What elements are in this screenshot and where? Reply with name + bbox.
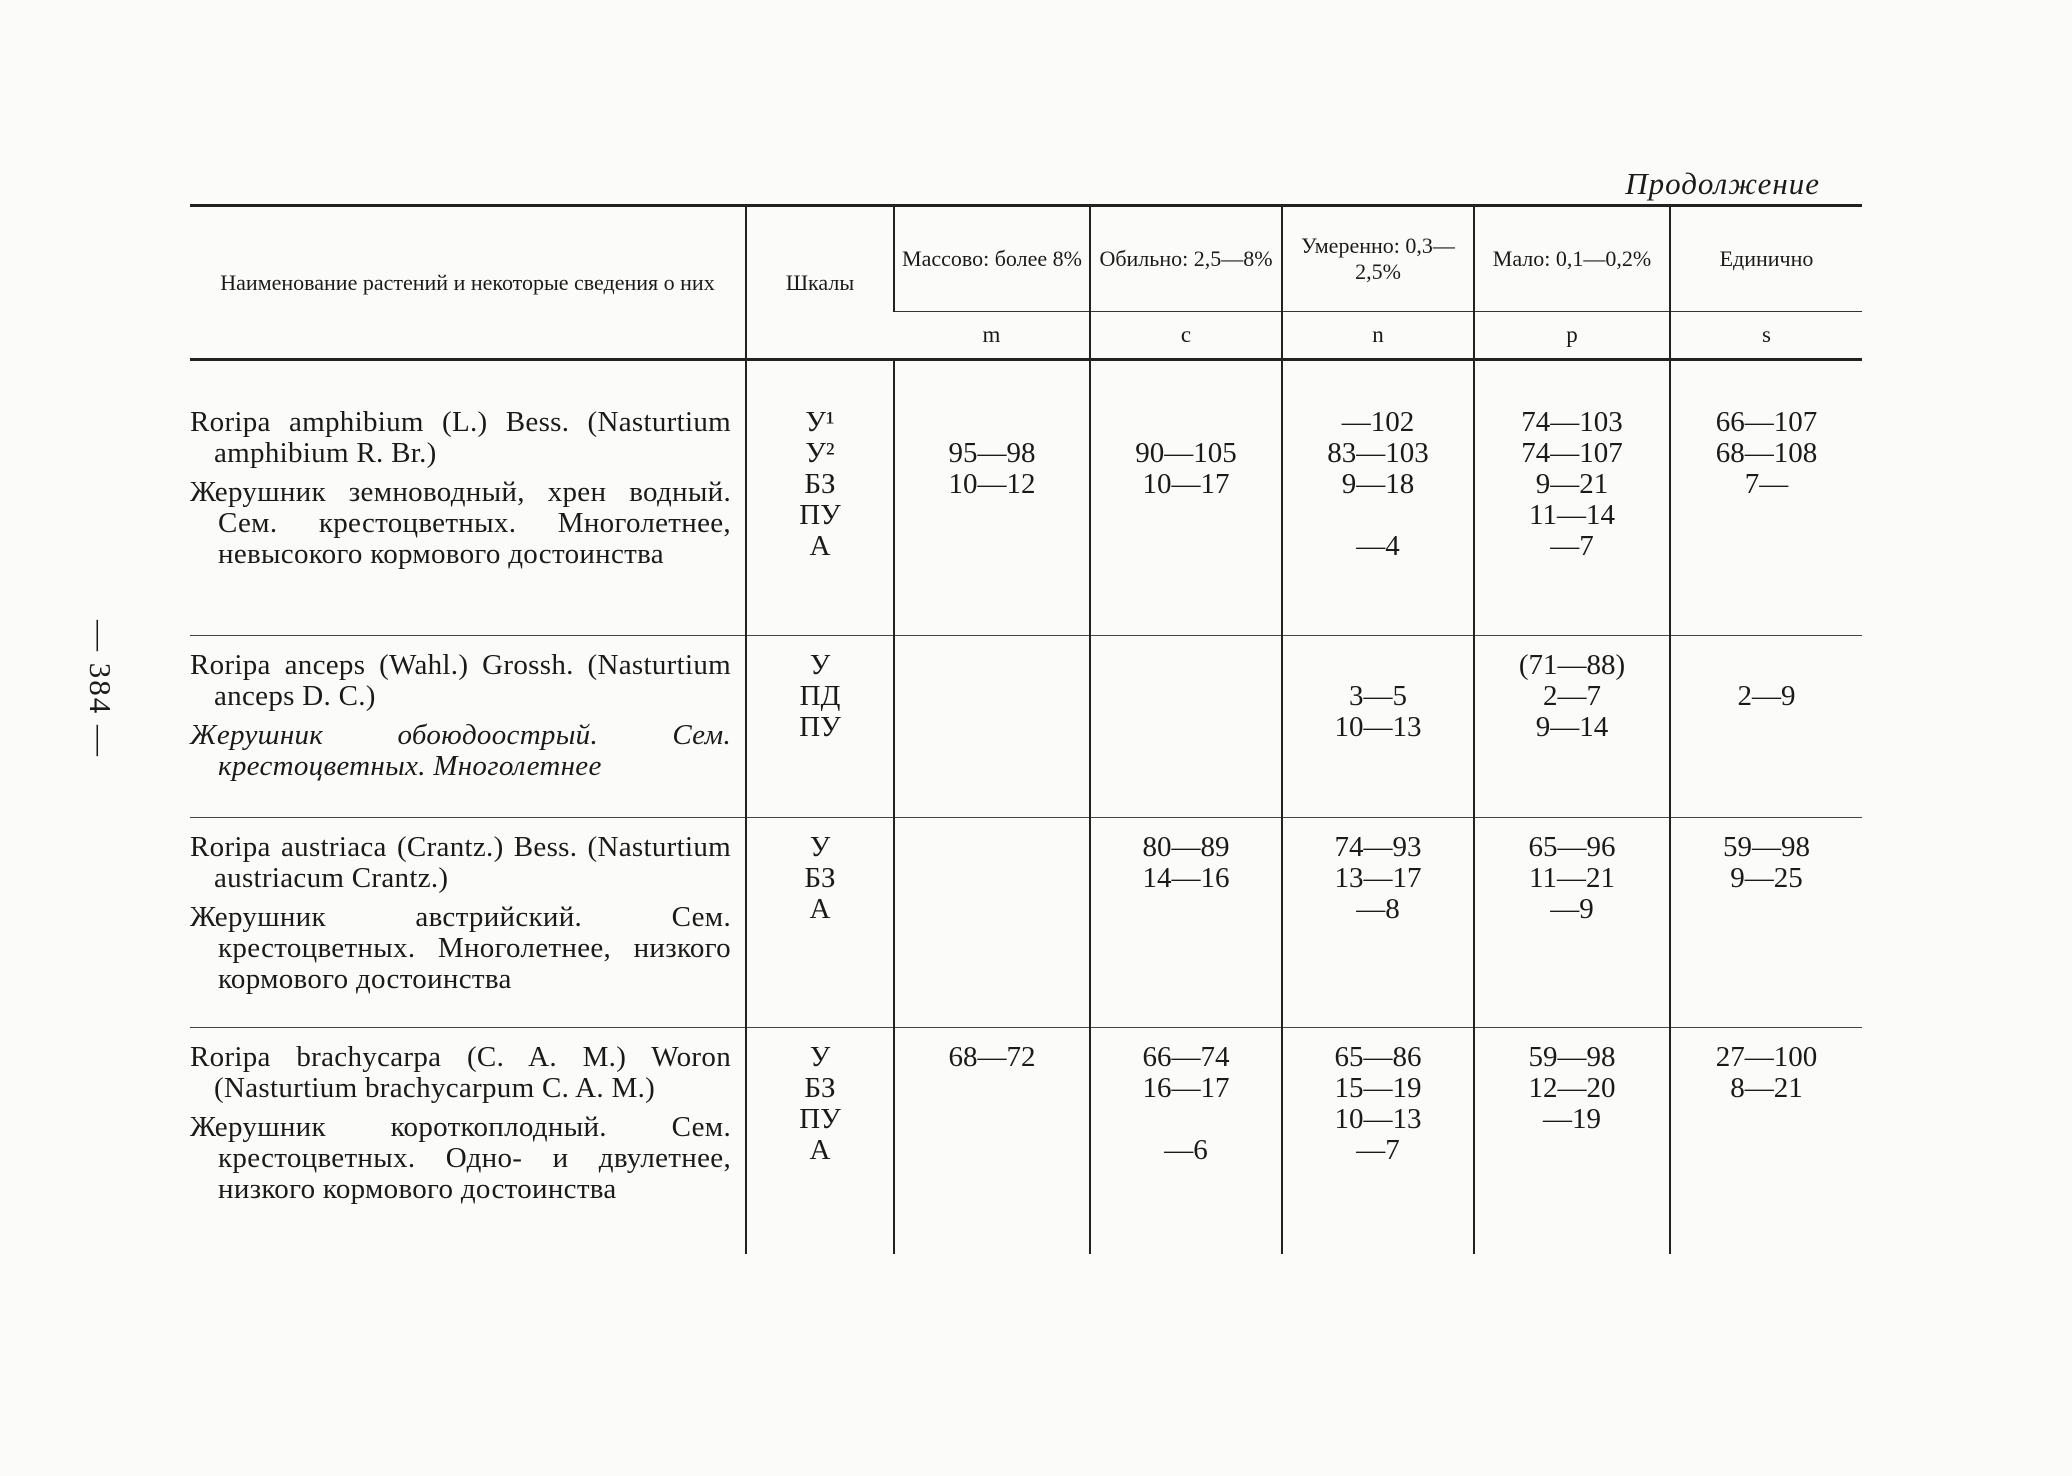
table-row <box>190 1028 1862 1254</box>
value-n: —102 83—103 9—18 —4 <box>1327 406 1429 562</box>
value-cell-c <box>1090 636 1282 818</box>
header-col-code: m <box>894 312 1090 360</box>
value-s: 27—100 8—21 <box>1715 1041 1818 1104</box>
latin-name: Roripa amphibium (L.) Bess. (Nasturtium amphibium R. Br.) <box>190 406 731 469</box>
value-c: 66—74 16—17 —6 <box>1142 1041 1230 1166</box>
header-col-code: p <box>1474 312 1670 360</box>
value-cell-m <box>894 360 1090 636</box>
value-cell-s <box>1670 360 1862 636</box>
header-col-label: Единично <box>1670 206 1862 312</box>
value-cell-n <box>1282 360 1474 636</box>
value-p: (71—88) 2—7 9—14 <box>1518 649 1626 743</box>
header-col-code: n <box>1282 312 1474 360</box>
russian-description: Жерушник обоюдоострый. Сем. крестоцветных. Многолетнее <box>190 719 731 782</box>
russian-description: Жерушник короткоплодный. Сем. крестоцветных. Одно- и двулетнее, низкого кормового достоинства <box>190 1111 731 1205</box>
plant-name-cell <box>190 1028 746 1254</box>
scales-list: У¹ У² БЗ ПУ А <box>799 406 841 562</box>
header-col-code: c <box>1090 312 1282 360</box>
plant-name-cell <box>190 360 746 636</box>
value-n: 3—5 10—13 <box>1334 680 1422 743</box>
header-col-label: Массово: более 8% <box>894 206 1090 312</box>
value-p: 59—98 12—20 —19 <box>1528 1041 1616 1135</box>
value-cell-m <box>894 1028 1090 1254</box>
continuation-label: Продолжение <box>1625 166 1820 201</box>
value-c: 90—105 10—17 <box>1135 437 1237 500</box>
header-col-label: Обильно: 2,5—8% <box>1090 206 1282 312</box>
value-cell-m <box>894 818 1090 1028</box>
header-col-code: s <box>1670 312 1862 360</box>
latin-name: Roripa brachycarpa (C. A. M.) Woron (Nasturtium brachycarpum C. A. M.) <box>190 1041 731 1104</box>
value-s: 59—98 9—25 <box>1723 831 1810 894</box>
value-p: 74—103 74—107 9—21 11—14 —7 <box>1521 406 1623 562</box>
plant-name-cell <box>190 818 746 1028</box>
value-s: 66—107 68—108 7— <box>1715 406 1818 500</box>
value-s: 2—9 <box>1737 680 1796 712</box>
scales-cell <box>746 1028 894 1254</box>
russian-description: Жерушник австрийский. Сем. крестоцветных. Многолетнее, низкого кормового достоинства <box>190 901 731 995</box>
value-cell-n <box>1282 1028 1474 1254</box>
plant-name-cell <box>190 636 746 818</box>
value-cell-p <box>1474 818 1670 1028</box>
value-cell-p <box>1474 360 1670 636</box>
table-row <box>190 818 1862 1028</box>
value-n: 65—86 15—19 10—13 —7 <box>1334 1041 1422 1166</box>
scales-cell <box>746 636 894 818</box>
header-col-label: Умеренно: 0,3—2,5% <box>1282 206 1474 312</box>
scales-list: У БЗ ПУ А <box>799 1041 841 1166</box>
value-cell-p <box>1474 1028 1670 1254</box>
value-cell-n <box>1282 818 1474 1028</box>
header-name: Наименование растений и некоторые сведения о них <box>190 206 746 360</box>
scales-list: У ПД ПУ <box>799 649 841 743</box>
value-p: 65—96 11—21 —9 <box>1528 831 1616 925</box>
value-cell-s <box>1670 1028 1862 1254</box>
table-row <box>190 360 1862 636</box>
value-cell-s <box>1670 636 1862 818</box>
plants-table <box>190 204 1862 1254</box>
value-m: 95—98 10—12 <box>948 437 1036 500</box>
latin-name: Roripa austriaca (Crantz.) Bess. (Nasturtium austriacum Crantz.) <box>190 831 731 894</box>
russian-description: Жерушник земноводный, хрен водный. Сем. крестоцветных. Многолетнее, невысокого кормового достоинства <box>190 476 731 570</box>
value-cell-p <box>1474 636 1670 818</box>
value-cell-c <box>1090 360 1282 636</box>
value-cell-c <box>1090 1028 1282 1254</box>
scales-cell <box>746 360 894 636</box>
latin-name: Roripa anceps (Wahl.) Grossh. (Nasturtium anceps D. C.) <box>190 649 731 712</box>
header-col-label: Мало: 0,1—0,2% <box>1474 206 1670 312</box>
value-n: 74—93 13—17 —8 <box>1334 831 1422 925</box>
value-cell-s <box>1670 818 1862 1028</box>
value-m: 68—72 <box>948 1041 1036 1073</box>
value-c: 80—89 14—16 <box>1142 831 1230 894</box>
header-scales: Шкалы <box>746 206 894 360</box>
page-number: — 384 — <box>83 620 118 758</box>
scales-list: У БЗ А <box>804 831 836 925</box>
table-row <box>190 636 1862 818</box>
value-cell-c <box>1090 818 1282 1028</box>
scales-cell <box>746 818 894 1028</box>
value-cell-m <box>894 636 1090 818</box>
value-cell-n <box>1282 636 1474 818</box>
